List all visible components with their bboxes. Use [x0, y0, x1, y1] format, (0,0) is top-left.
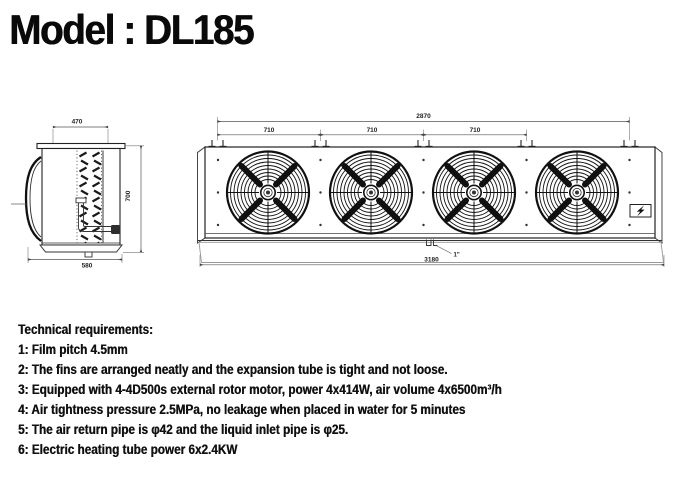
mounting-bracket [312, 140, 330, 147]
fan-guard-3 [433, 152, 515, 234]
dim-side-height: 700 [125, 190, 132, 202]
side-drain-stub [85, 252, 92, 257]
dim-fan-spacing-3: 710 [469, 126, 481, 134]
dim-side-bottom: 580 [81, 262, 93, 270]
dim-fan-spacing-2: 710 [366, 126, 378, 134]
tech-line-4: 4: Air tightness pressure 2.5MPa, no leakage when placed in water for 5 minutes [18, 402, 466, 417]
side-drip-pan [40, 245, 122, 252]
mounting-bracket [415, 140, 433, 147]
tech-line-2: 2: The fins are arranged neatly and the expansion tube is tight and not loose. [18, 362, 448, 377]
side-top-flange [37, 144, 125, 149]
casing-left-panel [198, 147, 206, 243]
page-title: Model : DL185 [9, 6, 254, 53]
tech-line-1: 1: Film pitch 4.5mm [18, 342, 128, 357]
tech-line-5: 5: The air return pipe is φ42 and the liquid inlet pipe is φ25. [18, 422, 349, 437]
tech-heading: Technical requirements: [18, 322, 153, 337]
technical-requirements [18, 320, 644, 460]
fan-bellmouth-profile [26, 157, 41, 241]
dim-side-top: 470 [71, 118, 83, 126]
mounting-bracket [621, 140, 639, 147]
dim-fan-spacing-1: 710 [263, 126, 275, 134]
fan-guard-1 [227, 152, 309, 234]
tech-line-6: 6: Electric heating tube power 6x2.4KW [18, 442, 238, 457]
mounting-bracket [518, 140, 536, 147]
drain-size-label: 1" [453, 252, 460, 259]
fan-guard-2 [330, 152, 412, 234]
dim-front-overall: 2870 [416, 113, 431, 120]
mounting-bracket [209, 140, 227, 147]
side-view [11, 119, 144, 270]
casing-right-panel [655, 147, 662, 243]
dim-front-bottom: 3180 [424, 256, 439, 264]
coil-fin-block [77, 151, 103, 244]
front-view [198, 113, 665, 267]
fan-guard-4 [536, 152, 618, 234]
tech-line-3: 3: Equipped with 4-4D500s external rotor motor, power 4x414W, air volume 4x6500m³/h [18, 382, 502, 397]
